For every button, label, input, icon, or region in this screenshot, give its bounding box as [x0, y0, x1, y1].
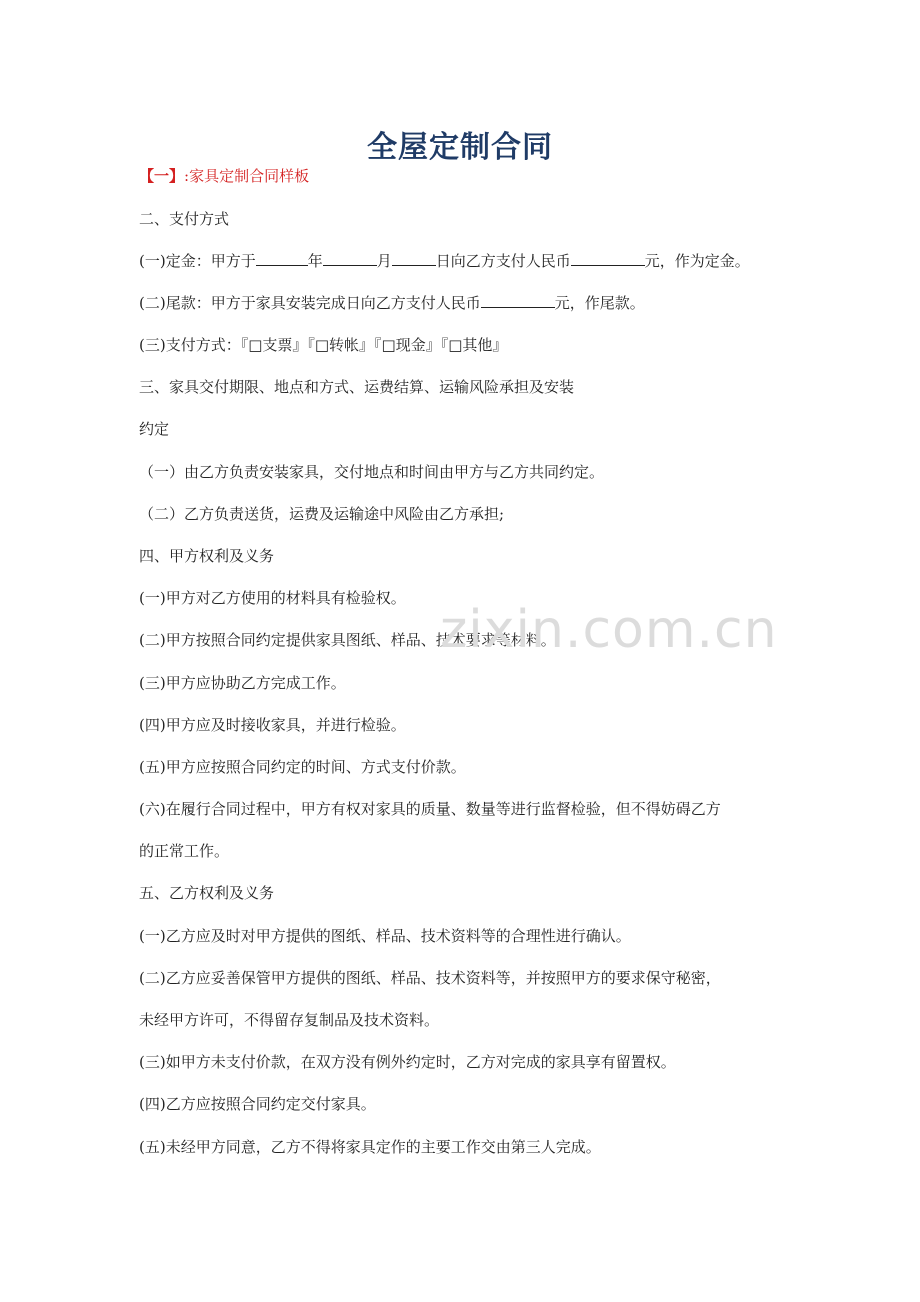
party-a-clause-6: (六)在履行合同过程中，甲方有权对家具的质量、数量等进行监督检验，但不得妨碍乙方	[139, 800, 721, 818]
deposit-post: 元，作为定金。	[644, 252, 750, 270]
delivery-clause-1: （一）由乙方负责安装家具，交付地点和时间由甲方与乙方共同约定。	[139, 463, 605, 481]
delivery-clause-2: （二）乙方负责送货，运费及运输途中风险由乙方承担;	[139, 505, 505, 523]
party-a-clause-3: (三)甲方应协助乙方完成工作。	[139, 674, 346, 692]
watermark: zixin.com.cn	[440, 600, 778, 660]
final-pre: (二)尾款：甲方于家具安装完成日向乙方支付人民币	[139, 294, 481, 312]
party-b-clause-4: (四)乙方应按照合同约定交付家具。	[139, 1095, 376, 1113]
document-title: 全屋定制合同	[367, 130, 553, 165]
subtitle-bracket: 【一】	[139, 167, 185, 185]
final-amount-blank	[481, 293, 555, 308]
deposit-year: 年	[307, 252, 323, 270]
deposit-pre: (一)定金：甲方于	[139, 252, 256, 270]
party-b-clause-1: (一)乙方应及时对甲方提供的图纸、样品、技术资料等的合理性进行确认。	[139, 927, 631, 945]
section-heading-delivery-cont: 约定	[139, 420, 170, 438]
deposit-amount-blank	[571, 251, 645, 266]
party-a-clause-1: (一)甲方对乙方使用的材料具有检验权。	[139, 589, 406, 607]
deposit-clause	[139, 251, 750, 271]
party-a-clause-6-cont: 的正常工作。	[139, 842, 230, 860]
party-b-clause-5: (五)未经甲方同意，乙方不得将家具定作的主要工作交由第三人完成。	[139, 1138, 601, 1156]
deposit-month: 月	[376, 252, 392, 270]
final-payment-clause	[139, 293, 645, 313]
section-heading-party-b: 五、乙方权利及义务	[139, 884, 275, 902]
party-a-clause-4: (四)甲方应及时接收家具，并进行检验。	[139, 716, 406, 734]
section-heading-delivery: 三、家具交付期限、地点和方式、运费结算、运输风险承担及安装	[139, 378, 575, 396]
day-blank	[392, 251, 436, 266]
final-post: 元，作尾款。	[554, 294, 645, 312]
deposit-day: 日向乙方支付人民币	[435, 252, 571, 270]
party-a-clause-2: (二)甲方按照合同约定提供家具图纸、样品、技术要求等材料。	[139, 631, 556, 649]
section-heading-party-a: 四、甲方权利及义务	[139, 547, 275, 565]
payment-method-clause: (三)支付方式：『□支票』『□转帐』『□现金』『□其他』	[139, 336, 508, 354]
month-blank	[323, 251, 377, 266]
section-heading-payment: 二、支付方式	[139, 210, 230, 228]
party-b-clause-3: (三)如甲方未支付价款，在双方没有例外约定时，乙方对完成的家具享有留置权。	[139, 1053, 676, 1071]
party-b-clause-2: (二)乙方应妥善保管甲方提供的图纸、样品、技术资料等，并按照甲方的要求保守秘密，	[139, 969, 721, 987]
subtitle	[139, 166, 309, 186]
year-blank	[256, 251, 308, 266]
subtitle-text: :家具定制合同样板	[184, 167, 310, 185]
party-a-clause-5: (五)甲方应按照合同约定的时间、方式支付价款。	[139, 758, 466, 776]
party-b-clause-2-cont: 未经甲方许可，不得留存复制品及技术资料。	[139, 1011, 440, 1029]
